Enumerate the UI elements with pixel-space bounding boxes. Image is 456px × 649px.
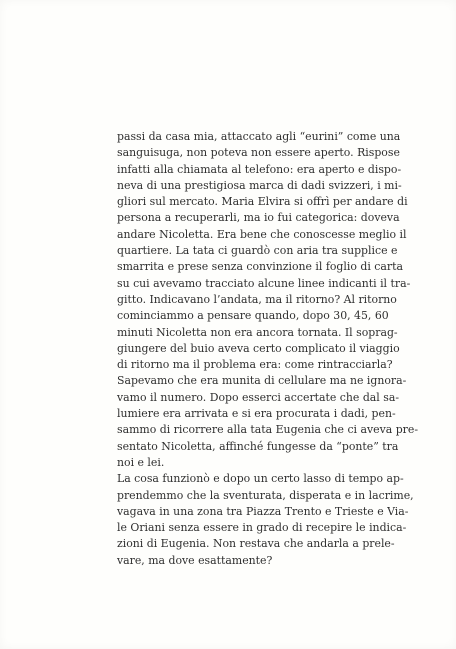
text-line: lumiere era arrivata e si era procurata i dadi, pen- xyxy=(117,407,396,421)
text-line: sammo di ricorrere alla tata Eugenia che ci aveva pre- xyxy=(117,423,418,437)
text-line: quartiere. La tata ci guardò con aria tra supplice e xyxy=(117,244,398,258)
body-text xyxy=(117,129,418,569)
text-line: persona a recuperarli, ma io fui categorica: doveva xyxy=(117,211,400,225)
text-line: gliori sul mercato. Maria Elvira si offrì per andare di xyxy=(117,195,408,209)
text-line: infatti alla chiamata al telefono: era aperto e dispo- xyxy=(117,162,402,176)
text-line: smarrita e prese senza convinzione il foglio di carta xyxy=(117,260,403,274)
text-line: noi e lei. xyxy=(117,455,165,469)
text-line: minuti Nicoletta non era ancora tornata. Il soprag- xyxy=(117,325,398,339)
text-line: vamo il numero. Dopo esserci accertate che dal sa- xyxy=(117,390,399,404)
text-line: sanguisuga, non poteva non essere aperto. Rispose xyxy=(117,146,400,160)
text-line: gitto. Indicavano l’andata, ma il ritorno? Al ritorno xyxy=(117,292,397,306)
text-line: le Oriani senza essere in grado di recepire le indica- xyxy=(117,521,407,535)
text-line: vagava in una zona tra Piazza Trento e Trieste e Via- xyxy=(117,504,409,518)
text-line: prendemmo che la sventurata, disperata e in lacrime, xyxy=(117,488,414,502)
text-line: cominciammo a pensare quando, dopo 30, 45, 60 xyxy=(117,309,389,323)
text-line: giungere del buio aveva certo complicato il viaggio xyxy=(117,341,400,355)
text-line: di ritorno ma il problema era: come rintracciarla? xyxy=(117,358,393,372)
text-line: La cosa funzionò e dopo un certo lasso di tempo ap- xyxy=(117,472,404,486)
text-line: Sapevamo che era munita di cellulare ma ne ignora- xyxy=(117,374,407,388)
text-line: zioni di Eugenia. Non restava che andarla a prele- xyxy=(117,537,395,551)
text-line: neva di una prestigiosa marca di dadi svizzeri, i mi- xyxy=(117,178,402,192)
text-line: vare, ma dove esattamente? xyxy=(117,553,273,567)
text-line: andare Nicoletta. Era bene che conoscesse meglio il xyxy=(117,227,407,241)
text-line: sentato Nicoletta, affinché fungesse da “ponte” tra xyxy=(117,439,399,453)
text-line: su cui avevamo tracciato alcune linee indicanti il tra- xyxy=(117,276,411,290)
text-line: passi da casa mia, attaccato agli “eurini” come una xyxy=(117,130,401,143)
